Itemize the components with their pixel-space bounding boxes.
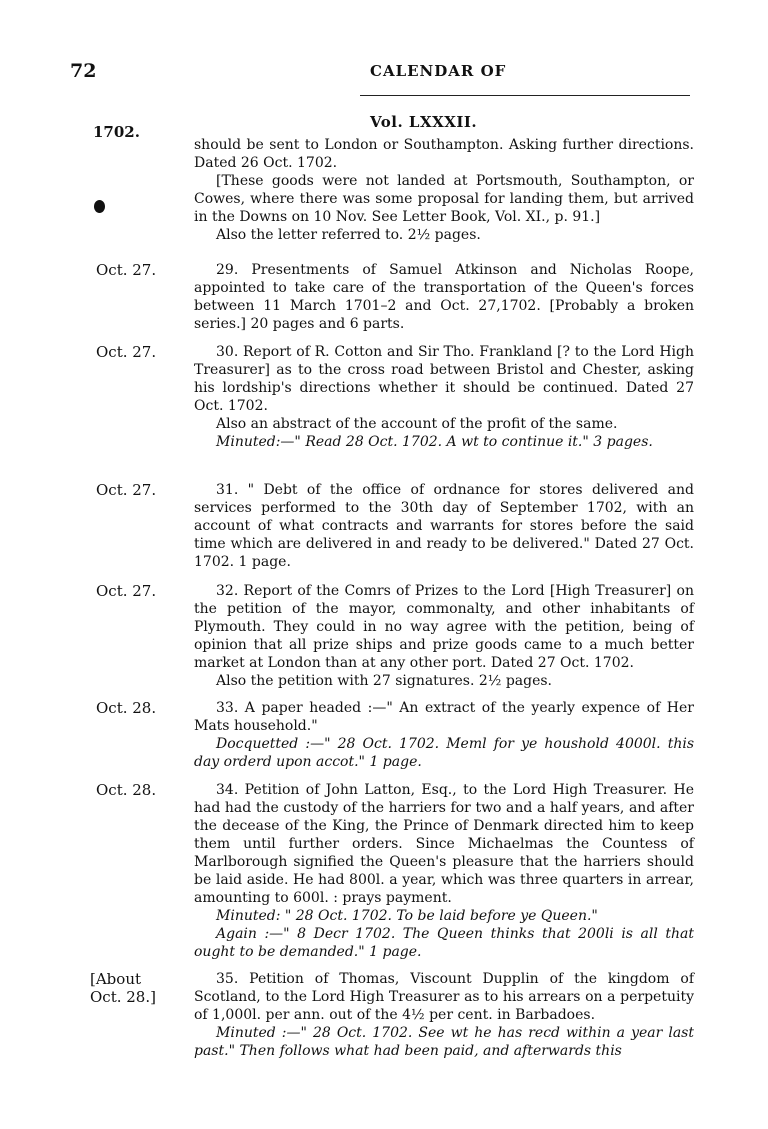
entry-date: [About Oct. 28.] <box>90 970 156 1006</box>
entry-body <box>194 699 694 771</box>
entry-body <box>194 582 694 690</box>
entry-paragraph: 30. Report of R. Cotton and Sir Tho. Frankland [? to the Lord High Treasurer] as to the cross road between Bristol and Chester, asking his lordship's directions whether it should be continued. Dated 27 Oct. 1702. <box>194 344 694 414</box>
entry-note: [These goods were not landed at Portsmouth, Southampton, or Cowes, where there was some proposal for landing them, but arrived in the Downs on 10 Nov. See Letter Book, Vol. XI., p. 91.] <box>194 173 694 225</box>
entry-paragraph: should be sent to London or Southampton. Asking further directions. Dated 26 Oct. 1702. <box>194 137 694 171</box>
entry-date: Oct. 28. <box>96 699 157 717</box>
entry-body <box>194 781 694 961</box>
entry-date: Oct. 28. <box>96 781 157 799</box>
entry-date: Oct. 27. <box>96 481 157 499</box>
entry-paragraph: 35. Petition of Thomas, Viscount Dupplin of the kingdom of Scotland, to the Lord High Treasurer as to his arrears on a perpetuity of 1,000l. per ann. out of the 4½ per cent. in Barbadoes. <box>194 971 694 1023</box>
entry-paragraph: Also the petition with 27 signatures. 2½ pages. <box>216 673 553 689</box>
entry-paragraph: 29. Presentments of Samuel Atkinson and Nicholas Roope, appointed to take care of the transportation of the Queen's forces between 11 March 1701–2 and Oct. 27,1702. [Probably a broken series.] 20 pages and 6 parts. <box>194 262 694 332</box>
entry-paragraph: Also an abstract of the account of the profit of the same. <box>216 416 618 432</box>
entry-minute: Again :—" 8 Decr 1702. The Queen thinks that 200li is all that ought to be demanded." 1 page. <box>194 926 694 960</box>
page-number: 72 <box>70 60 97 82</box>
entry-paragraph: 34. Petition of John Latton, Esq., to the Lord High Treasurer. He had had the custody of the harriers for two and a half years, and after the decease of the King, the Prince of Denmark directed him to keep them until further orders. Since Michaelmas the Countess of Marlborough signified the Queen's pleasure that the harriers should be laid aside. He had 800l. a year, which was three quarters in arrear, amounting to 600l. : prays payment. <box>194 782 694 906</box>
volume-heading: Vol. LXXXII. <box>370 113 478 131</box>
entry-body <box>194 343 694 451</box>
entry-body <box>194 970 694 1060</box>
header-rule <box>360 95 690 96</box>
entry-date: Oct. 27. <box>96 261 157 279</box>
entry-paragraph: Also the letter referred to. 2½ pages. <box>216 227 481 243</box>
entry-minute: Minuted:—" Read 28 Oct. 1702. A wt to continue it." 3 pages. <box>216 434 653 450</box>
entry-minute: Minuted :—" 28 Oct. 1702. See wt he has recd within a year last past." Then follows what had been paid, and afterwards this <box>194 1025 694 1059</box>
entry-paragraph: 31. " Debt of the office of ordnance for stores delivered and services performed to the 30th day of September 1702, with an account of what contracts and warrants for stores before the said time which are delivered in and ready to be delivered." Dated 27 Oct. 1702. 1 page. <box>194 482 694 570</box>
entry-date: Oct. 27. <box>96 582 157 600</box>
entry-minute: Minuted: " 28 Oct. 1702. To be laid before ye Queen." <box>216 908 598 924</box>
entry-paragraph: 32. Report of the Comrs of Prizes to the Lord [High Treasurer] on the petition of the mayor, commonalty, and other inhabitants of Plymouth. They could in no way agree with the petition, being of opinion that all prize ships and prize goods came to a much better market at London than at any other port. Dated 27 Oct. 1702. <box>194 583 694 671</box>
entry-docquet: Docquetted :—" 28 Oct. 1702. Meml for ye houshold 4000l. this day orderd upon accot." 1 page. <box>194 736 694 770</box>
entry-body <box>194 261 694 333</box>
year-margin: 1702. <box>93 123 140 141</box>
entry-body <box>194 481 694 571</box>
ink-blot <box>94 200 105 213</box>
entry-body <box>194 136 694 244</box>
entry-paragraph: 33. A paper headed :—" An extract of the yearly expence of Her Mats household." <box>194 700 694 734</box>
entry-date: Oct. 27. <box>96 343 157 361</box>
running-title: CALENDAR OF <box>370 62 507 80</box>
